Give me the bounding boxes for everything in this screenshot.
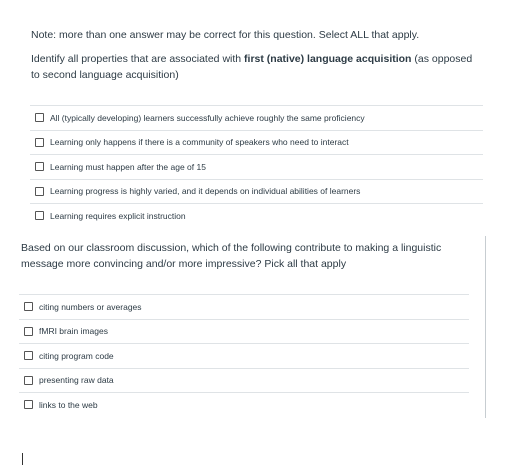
answer-option[interactable] <box>19 294 469 319</box>
answer-option[interactable] <box>30 203 483 228</box>
answer-option[interactable] <box>19 392 469 417</box>
answer-list-2 <box>19 294 469 417</box>
answer-option[interactable] <box>30 105 483 130</box>
answer-label: links to the web <box>39 399 98 410</box>
question-2-prompt: Based on our classroom discussion, which of the following contribute to making a linguistic message more convincing and/or more impressive? Pick all that apply <box>21 242 442 270</box>
checkbox[interactable] <box>35 138 44 147</box>
prompt-text-pre: Identify all properties that are associated with <box>31 53 245 65</box>
checkbox[interactable] <box>24 376 33 385</box>
question-1 <box>0 0 515 232</box>
checkbox[interactable] <box>24 327 33 336</box>
answer-label: Learning must happen after the age of 15 <box>50 161 206 172</box>
answer-label: Learning requires explicit instruction <box>50 210 186 221</box>
question-divider <box>485 236 486 418</box>
answer-label: All (typically developing) learners successfully achieve roughly the same proficiency <box>50 112 365 123</box>
checkbox[interactable] <box>35 187 44 196</box>
answer-option[interactable] <box>19 319 469 344</box>
prompt-text-bold: first (native) language acquisition <box>244 53 412 65</box>
checkbox[interactable] <box>24 302 33 311</box>
answer-option[interactable] <box>30 130 483 155</box>
answer-label: citing program code <box>39 350 114 361</box>
checkbox[interactable] <box>35 113 44 122</box>
answer-label: fMRI brain images <box>39 326 108 337</box>
prompt-text-post: (as opposed to second language acquisition) <box>31 53 473 81</box>
checkbox[interactable] <box>35 162 44 171</box>
checkbox[interactable] <box>24 400 33 409</box>
answer-label: presenting raw data <box>39 375 114 386</box>
answer-option[interactable] <box>19 343 469 368</box>
answer-option[interactable] <box>30 154 483 179</box>
question-note: Note: more than one answer may be correct for this question. Select ALL that apply. <box>31 29 420 41</box>
answer-option[interactable] <box>30 179 483 204</box>
answer-label: Learning progress is highly varied, and it depends on individual abilities of learners <box>50 186 361 197</box>
question-prompt <box>31 51 481 83</box>
answer-list <box>30 105 483 228</box>
answer-label: Learning only happens if there is a community of speakers who need to interact <box>50 137 349 148</box>
checkbox[interactable] <box>35 211 44 220</box>
text-cursor <box>22 453 23 465</box>
answer-label: citing numbers or averages <box>39 301 142 312</box>
answer-option[interactable] <box>19 368 469 393</box>
checkbox[interactable] <box>24 351 33 360</box>
